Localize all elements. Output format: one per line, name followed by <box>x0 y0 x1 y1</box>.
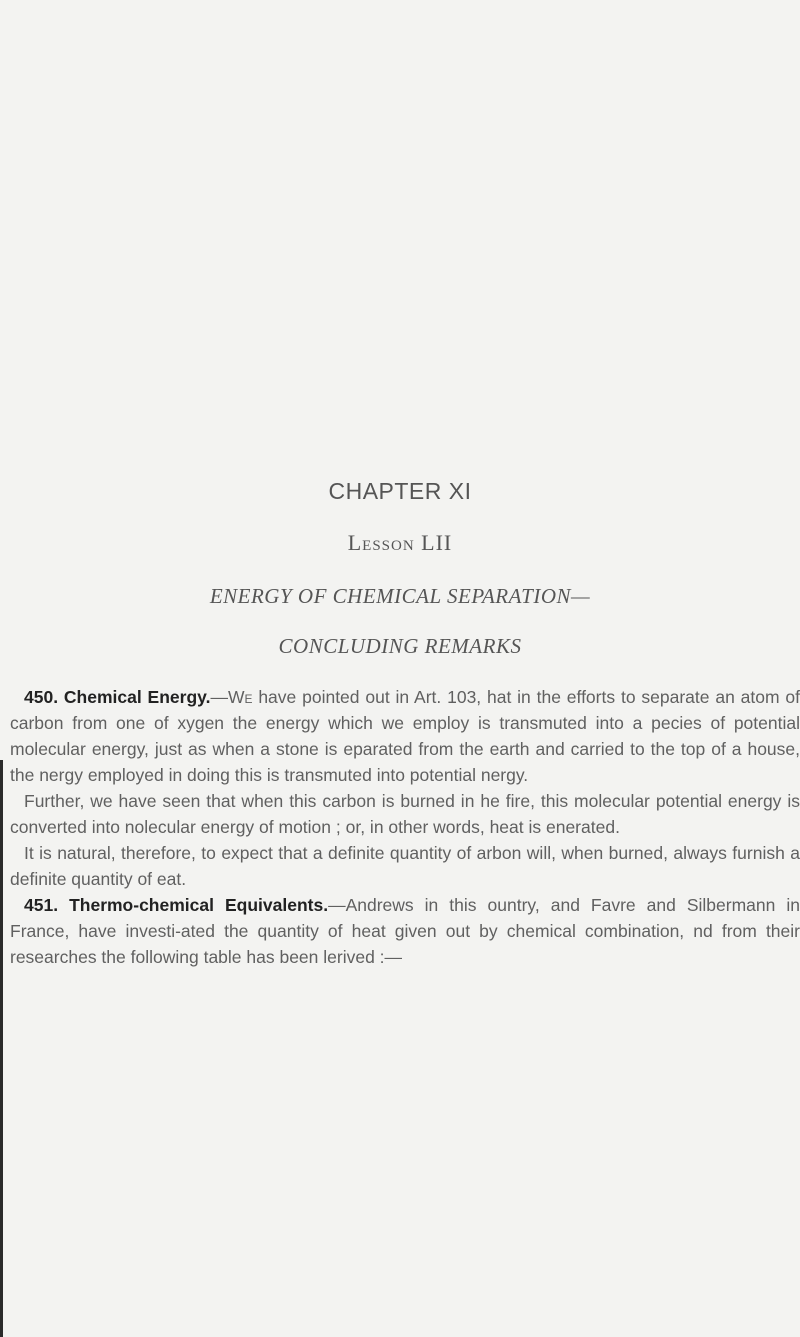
section-451-paragraph <box>10 892 800 970</box>
chapter-heading: CHAPTER XI <box>328 478 472 504</box>
section-number: 451. <box>24 895 59 915</box>
page-edge-rule <box>0 760 3 1337</box>
lesson-title-line-1: ENERGY OF CHEMICAL SEPARATION— <box>209 584 591 608</box>
section-heading: Thermo-chemical Equivalents. <box>69 895 329 915</box>
section-number: 450. <box>24 687 59 707</box>
body-text <box>10 684 800 970</box>
section-heading: Chemical Energy. <box>63 687 211 707</box>
paragraph-further: Further, we have seen that when this carbon is burned in he fire, this molecular potential energy is converted into nolecular energy of motion ; or, in other words, heat is enerated. <box>10 791 800 837</box>
section-450-paragraph <box>10 684 800 788</box>
lead-word: We <box>227 687 253 707</box>
paragraph-text: have pointed out in Art. 103, hat in the efforts to separate an atom of carbon from one of xygen the energy which we employ is transmuted into a pecies of potential molecular energy, just as when a stone is eparated from the earth and carried to the top of a house, the nergy employed in doing this is transmuted into potential nergy. <box>10 687 800 785</box>
paragraph-natural: It is natural, therefore, to expect that a definite quantity of arbon will, when burned, always furnish a definite quantity of eat. <box>10 843 800 889</box>
lesson-title-line-2: CONCLUDING REMARKS <box>278 634 522 658</box>
paragraph-text: —Andrews in this ountry, and Favre and Silbermann in France, have investi-ated the quantity of heat given out by chemical combination, nd from their researches the following table has been lerived :— <box>10 895 800 967</box>
section-dash: — <box>210 687 228 707</box>
lesson-heading: Lesson LII <box>347 530 453 555</box>
